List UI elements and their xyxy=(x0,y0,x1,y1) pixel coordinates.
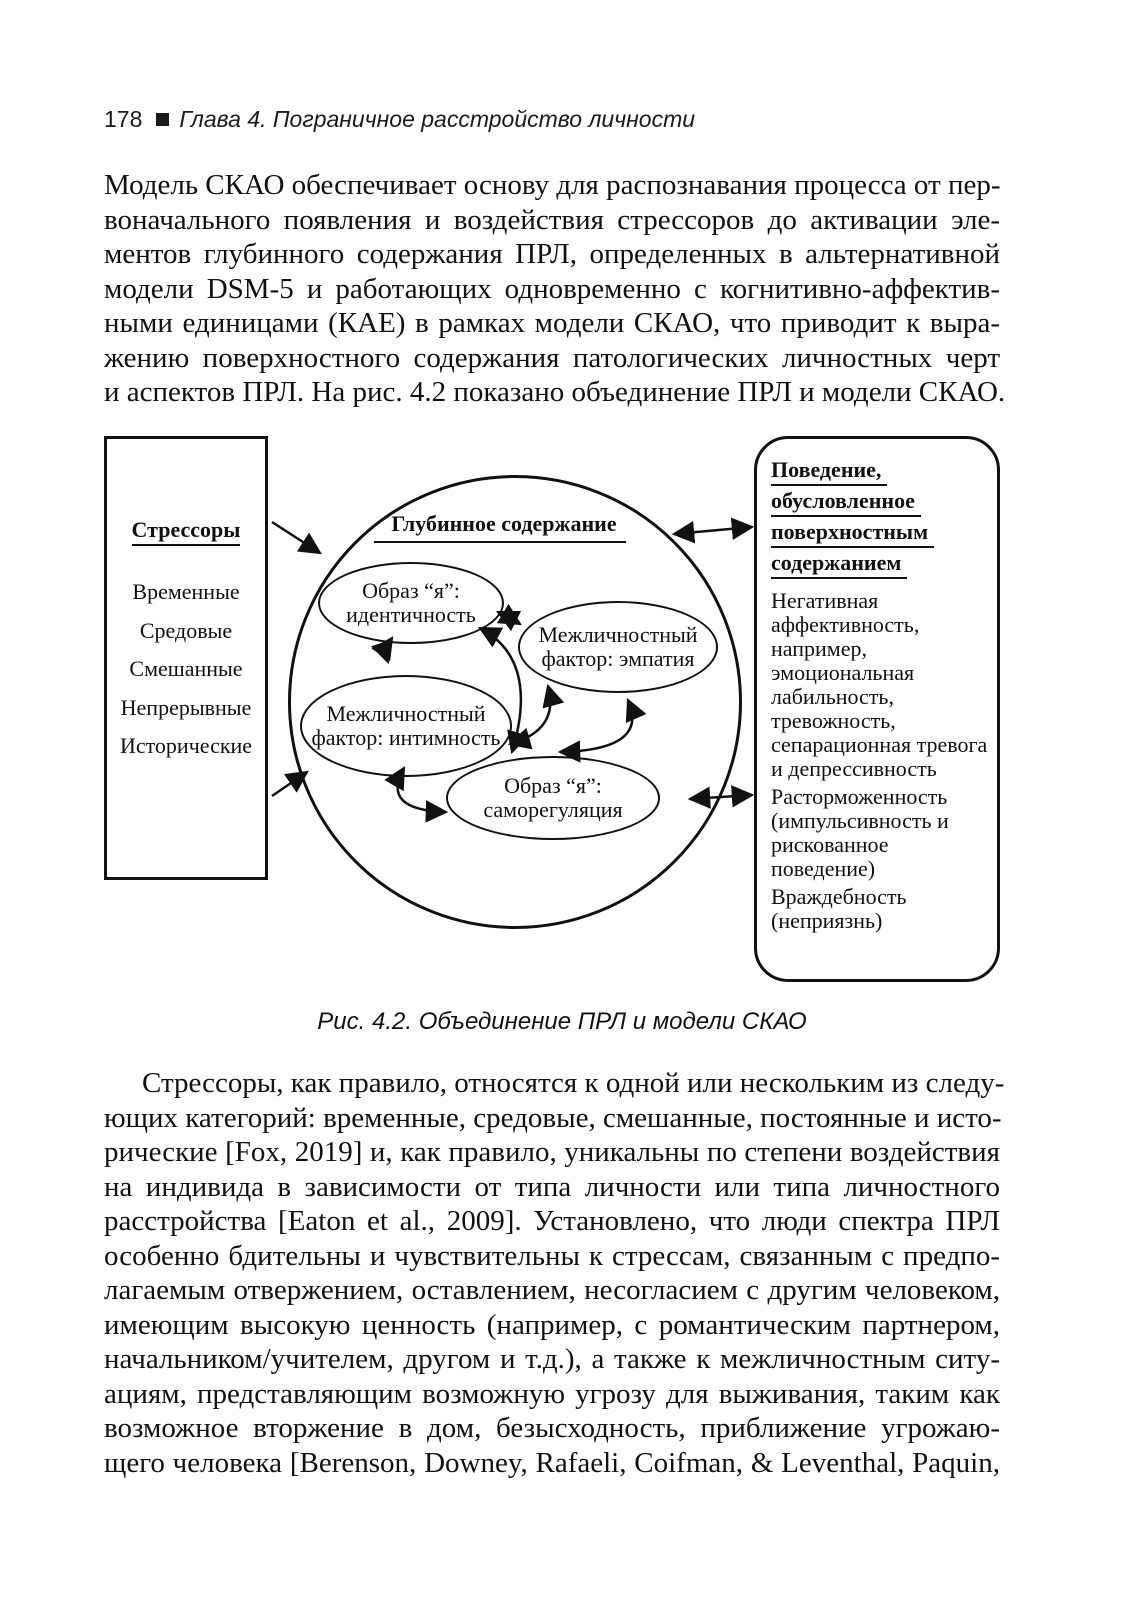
ellipse-self-regulation: Образ “я”: саморегуляция xyxy=(446,756,660,840)
text-line: щего человека [Berenson, Downey, Rafaeli, Coifman, & Leventhal, Paquin, xyxy=(104,1446,1000,1479)
text-line: ациям, представляющим возможную угрозу для выживания, таким как xyxy=(104,1377,1000,1410)
figure-caption: Рис. 4.2. Объединение ПРЛ и модели СКАО xyxy=(317,1008,807,1035)
text-line: и аспектов ПРЛ. На рис. 4.2 показано объединение ПРЛ и модели СКАО. xyxy=(104,376,1006,408)
page-number: 178 xyxy=(104,106,143,132)
behavior-item: Негативная аффективность, например, эмоциональная лабильность, тревожность, сепарационная тревога и депрессивность xyxy=(771,588,988,781)
stressor-item: Временные xyxy=(132,579,240,604)
paragraph-stressors xyxy=(104,1066,1005,1480)
text-line: воначального появления и воздействия стрессоров до активации эле- xyxy=(104,203,1000,236)
stressors-title: Стрессоры xyxy=(107,517,265,543)
stressor-item: Средовые xyxy=(139,617,233,643)
text-line: рические [Fox, 2019] и, как правило, уникальны по степени воздействия xyxy=(104,1136,1000,1168)
text-line: Стрессоры, как правило, относятся к одной или нескольким из следу- xyxy=(142,1067,1005,1099)
text-line: модели DSM-5 и работающих одновременно с когнитивно-аффектив- xyxy=(104,272,1000,305)
deep-content-title: Глубинное содержание xyxy=(391,511,617,536)
chapter-title: Глава 4. Пограничное расстройство личности xyxy=(179,106,696,132)
arrow-circle-behavior-bottom xyxy=(690,795,752,799)
arrow-empathy-selfreg xyxy=(560,700,632,752)
text-line: на индивида в зависимости от типа личности или типа личностного xyxy=(104,1170,1000,1203)
ellipse-empathy: Межличностный фактор: эмпатия xyxy=(518,601,718,693)
ellipse-self-identity: Образ “я”: идентичность xyxy=(318,562,504,644)
text-line: имеющим высокую ценность (например, с романтическим партнером, xyxy=(104,1308,1000,1341)
text-line: лагаемым отвержением, оставлением, несогласием с другим человеком, xyxy=(104,1274,1000,1306)
text-line: возможное вторжение в дом, безысходность, приближение угрожаю- xyxy=(104,1412,1000,1444)
text-line: расстройства [Eaton et al., 2009]. Установлено, что люди спектра ПРЛ xyxy=(104,1205,1000,1237)
arrow-identity-selfreg xyxy=(480,628,521,752)
behavior-title: Поведение, обусловленное поверхностным содержанием xyxy=(771,455,934,579)
behavior-item: Враждебность (неприязнь) xyxy=(771,884,907,933)
behavior-item: Расторможенность (импульсивность и рискованное поведение) xyxy=(771,784,949,881)
text-line: жению поверхностного содержания патологических личностных черт xyxy=(104,341,1000,374)
stressor-item: Исторические xyxy=(119,733,253,758)
arrow-circle-behavior-top xyxy=(674,527,752,534)
arrow-identity-intimacy xyxy=(387,638,392,662)
stressor-item: Непрерывные xyxy=(120,694,252,720)
text-line: начальником/учителем, другом и т.д.), а также к межличностным ситу- xyxy=(104,1343,1000,1375)
ellipse-intimacy: Межличностный фактор: интимность xyxy=(300,675,512,777)
text-line: Модель СКАО обеспечивает основу для распознавания процесса от пер- xyxy=(104,169,1001,201)
arrow-identity-empathy xyxy=(498,612,520,624)
text-line: ментов глубинного содержания ПРЛ, определенных в альтернативной xyxy=(104,238,1000,270)
text-line: особенно бдительны и чувствительны к стрессам, связанным с предпо- xyxy=(104,1239,1000,1272)
arrow-stressors-to-circle-top xyxy=(272,522,320,553)
text-line: ющих категорий: временные, средовые, смешанные, постоянные и исто- xyxy=(104,1101,1002,1134)
text-line: ными единицами (КАЕ) в рамках модели СКАО, что приводит к выра- xyxy=(104,307,1000,339)
arrow-stressors-to-circle-bottom xyxy=(272,772,307,796)
stressor-item: Смешанные xyxy=(129,656,243,681)
arrow-intimacy-selfreg xyxy=(398,768,446,812)
